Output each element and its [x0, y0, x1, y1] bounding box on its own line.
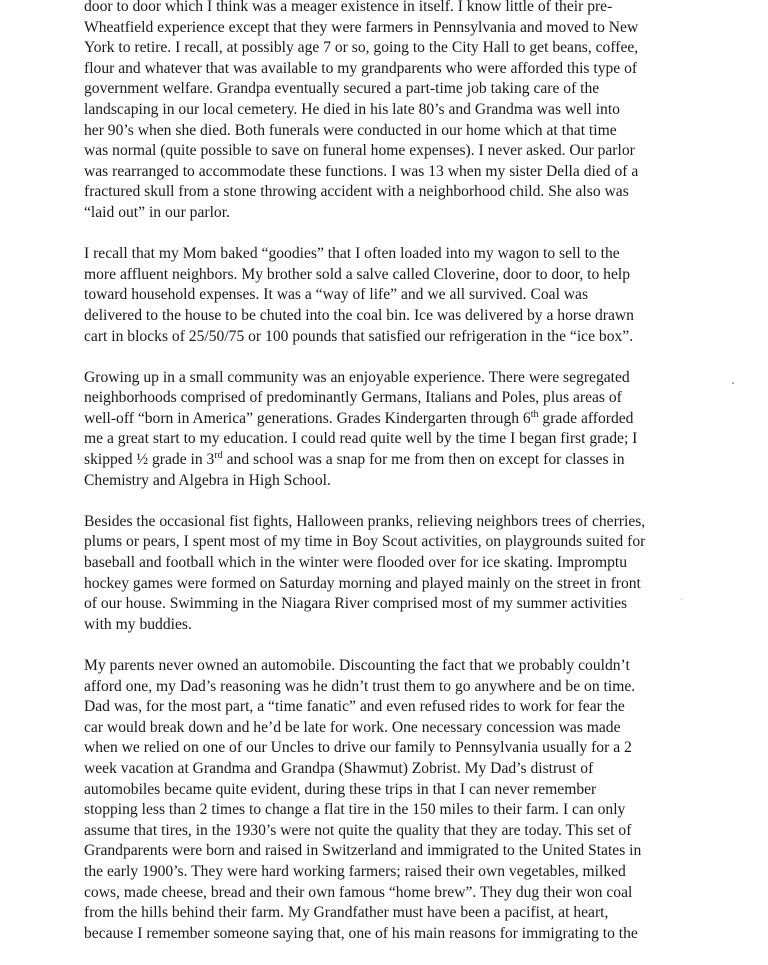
text-line: Chemistry and Algebra in High School.	[84, 471, 331, 489]
text-line: Growing up in a small community was an enjoyable experience. There were segregated	[84, 368, 630, 386]
text-line: was rearranged to accommodate these functions. I was 13 when my sister Della died of a	[84, 162, 639, 180]
document-body	[84, 0, 760, 965]
text-line: York to retire. I recall, at possibly age 7 or so, going to the City Hall to get beans, coffee,	[84, 39, 639, 57]
paragraph-automobile	[84, 656, 760, 944]
text-line: flour and whatever that was available to my grandparents who were afforded this type of	[84, 59, 638, 77]
text-line: neighborhoods comprised of predominantly Germans, Italians and Poles, plus areas of	[84, 389, 622, 407]
text-line: was normal (quite possible to save on funeral home expenses). I never asked. Our parlor	[84, 142, 635, 160]
text-line: the early 1900’s. They were hard working farmers; raised their own vegetables, milked	[84, 862, 626, 880]
text-line: cows, made cheese, bread and their own famous “home brew”. They dug their won coal	[84, 883, 633, 901]
paragraph-activities	[84, 512, 760, 636]
text-line: Wheatfield experience except that they were farmers in Pennsylvania and moved to New	[84, 18, 639, 36]
text-line: toward household expenses. It was a “way of life” and we all survived. Coal was	[84, 286, 589, 304]
text-line: skipped ½ grade in 3rd and school was a snap for me from then on except for classes in	[84, 449, 625, 469]
text-line: because I remember someone saying that, one of his main reasons for immigrating to the	[84, 924, 638, 942]
text-line: me a great start to my education. I could read quite well by the time I began first grade; I	[84, 430, 638, 448]
text-line: week vacation at Grandma and Grandpa (Shawmut) Zobrist. My Dad’s distrust of	[84, 759, 594, 777]
paragraph-community-school	[84, 368, 760, 492]
text-line: her 90’s when she died. Both funerals were conducted in our home which at that time	[84, 121, 617, 139]
text-line: stopping less than 2 times to change a flat tire in the 150 miles to their farm. I can only	[84, 801, 626, 819]
text-line: Grandparents were born and raised in Switzerland and immigrated to the United States in	[84, 842, 642, 860]
text-line: cart in blocks of 25/50/75 or 100 pounds that satisfied our refrigeration in the “ice box”.	[84, 327, 634, 345]
text-line: fractured skull from a stone throwing accident with a neighborhood child. She also was	[84, 183, 629, 201]
text-line: I recall that my Mom baked “goodies” that I often loaded into my wagon to sell to the	[84, 245, 620, 263]
text-line: baseball and football which in the winter were flooded over for ice skating. Impromptu	[84, 554, 628, 572]
text-line: door to door which I think was a meager existence in itself. I know little of their pre-	[84, 0, 613, 15]
text-line: more affluent neighbors. My brother sold a salve called Cloverine, door to door, to help	[84, 265, 631, 283]
text-line: from the hills behind their farm. My Grandfather must have been a pacifist, at heart,	[84, 904, 609, 922]
text-line: of our house. Swimming in the Niagara River comprised most of my summer activities	[84, 595, 628, 613]
text-line: assume that tires, in the 1930’s were not quite the quality that they are today. This set of	[84, 821, 632, 839]
text-line: well-off “born in America” generations. Grades Kindergarten through 6th grade afforded	[84, 408, 634, 427]
scan-speck	[681, 599, 682, 600]
text-line: Dad was, for the most part, a “time fanatic” and even refused rides to work for fear the	[84, 698, 625, 716]
text-line: Besides the occasional fist fights, Halloween pranks, relieving neighbors trees of cherries,	[84, 512, 646, 530]
text-line: “laid out” in our parlor.	[84, 203, 230, 221]
text-line: landscaping in our local cemetery. He died in his late 80’s and Grandma was well into	[84, 100, 620, 118]
text-line: afford one, my Dad’s reasoning was he didn’t trust them to go anywhere and be on time.	[84, 677, 636, 695]
scan-speck	[732, 382, 734, 384]
text-line: with my buddies.	[84, 615, 192, 633]
text-line: when we relied on one of our Uncles to drive our family to Pennsylvania usually for a 2	[84, 739, 632, 757]
text-line: automobiles became quite evident, during these trips in that I can never remember	[84, 780, 597, 798]
text-line: My parents never owned an automobile. Discounting the fact that we probably couldn’t	[84, 657, 630, 674]
text-line: hockey games were formed on Saturday morning and played mainly on the street in front	[84, 574, 641, 592]
text-line: plums or pears, I spent most of my time in Boy Scout activities, on playgrounds suited for	[84, 533, 646, 551]
text-line: delivered to the house to be chuted into the coal bin. Ice was delivered by a horse drawn	[84, 306, 634, 324]
text-line: car would break down and he’d be late for work. One necessary concession was made	[84, 718, 621, 736]
paragraph-grandparents-welfare	[84, 0, 760, 224]
paragraph-household-life	[84, 244, 760, 347]
text-line: government welfare. Grandpa eventually secured a part-time job taking care of the	[84, 80, 600, 98]
